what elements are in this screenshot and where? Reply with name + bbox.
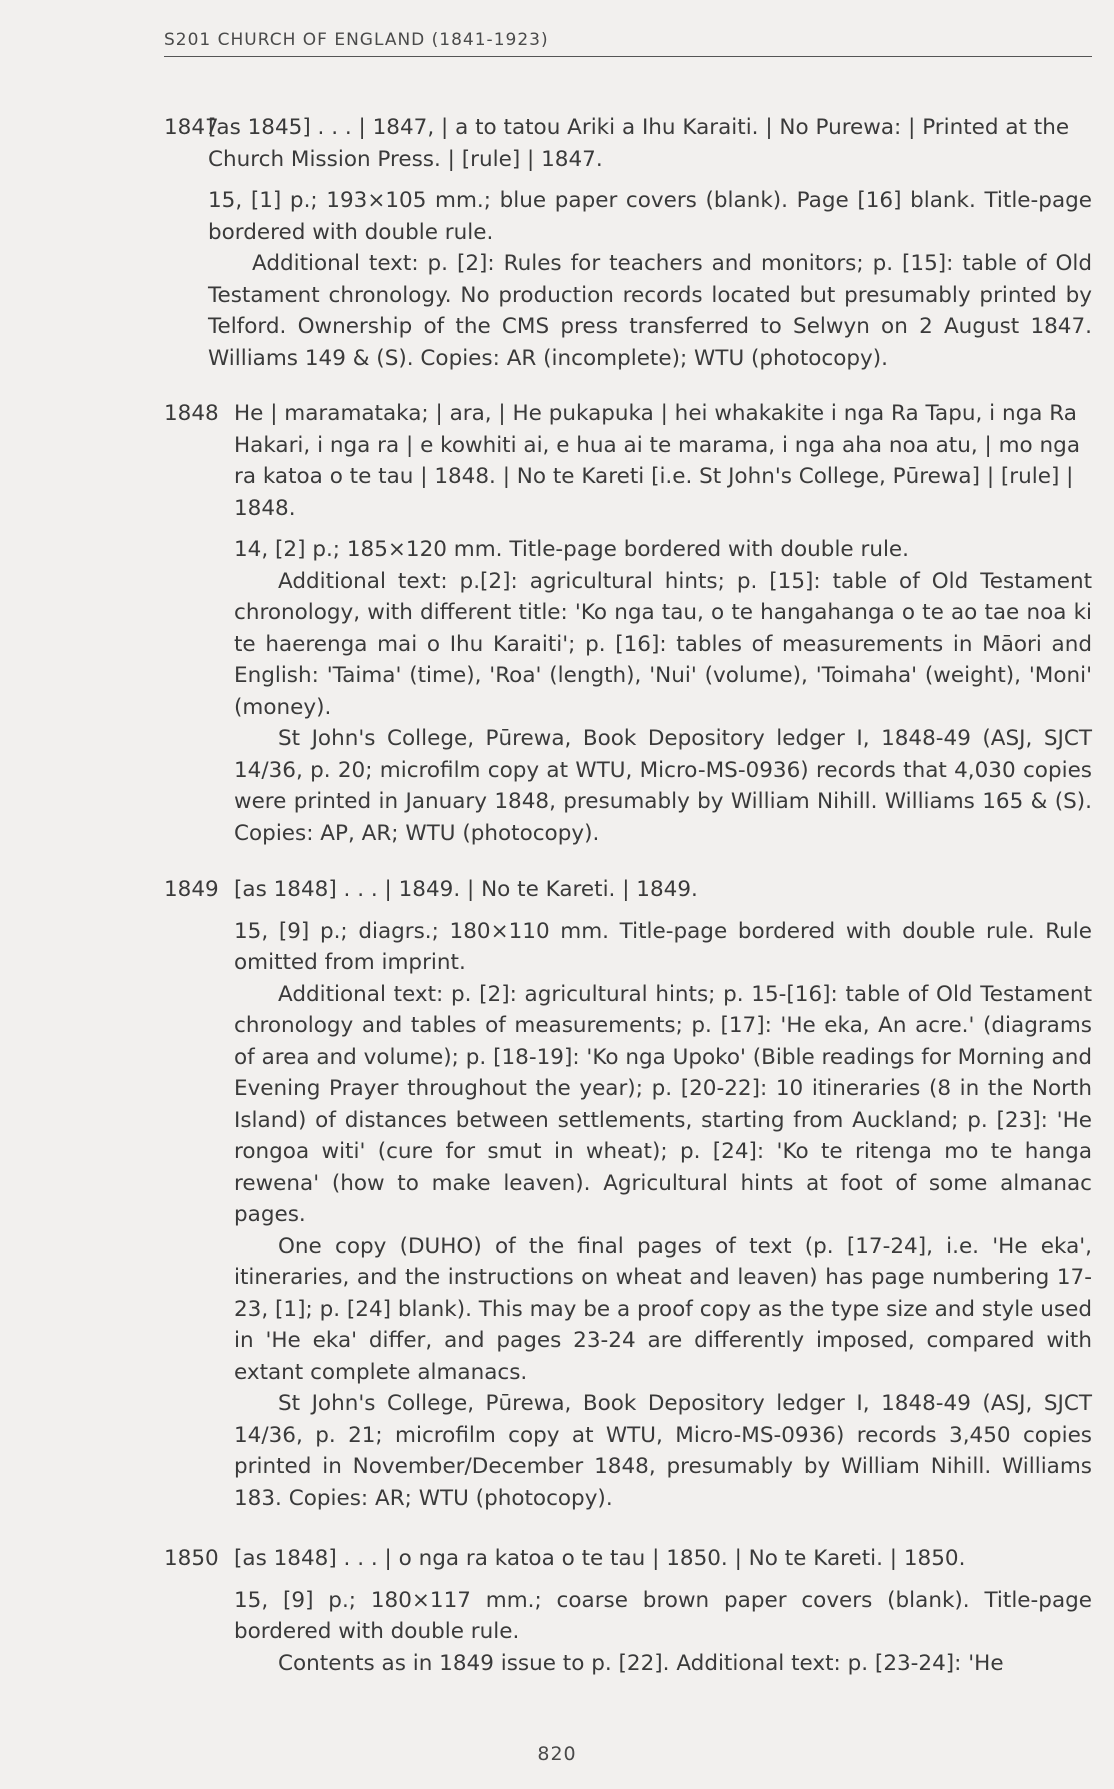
entry-year: 1849 [164, 877, 219, 902]
entry-paragraph: Contents as in 1849 issue to p. [22]. Additional text: p. [23-24]: 'He [278, 1650, 1004, 1676]
entry-year: 1847 [164, 115, 219, 140]
entry-paragraph: St John's College, Pūrewa, Book Depository ledger I, 1848-49 (ASJ, SJCT 14/36, p. 21; microfilm copy at WTU, Micro-MS-0936) records 3,450 copies printed in November/December 1848, presumably by William Nihill. Williams 183. Copies: AR; WTU (photocopy). [234, 1391, 1092, 1511]
entry-notes [234, 916, 1092, 1515]
entry-notes [234, 534, 1092, 849]
entry-paragraph: 15, [1] p.; 193×105 mm.; blue paper covers (blank). Page [16] blank. Title-page bordered with double rule. [208, 188, 1092, 245]
entry-title: [as 1848] . . . | 1849. | No te Kareti. | 1849. [234, 877, 698, 902]
entry-notes [208, 185, 1092, 374]
entry-title: [as 1848] . . . | o nga ra katoa o te tau | 1850. | No te Kareti. | 1850. [234, 1546, 966, 1571]
entry-paragraph: Additional text: p. [2]: Rules for teachers and monitors; p. [15]: table of Old Testament chronology. No production records located but presumably printed by Telford. Ownership of the CMS press transferred to Selwyn on 2 August 1847. Williams 149 & (S). Copies: AR (incomplete); WTU (photocopy). [208, 251, 1092, 371]
entry-1849 [164, 874, 1092, 1514]
entry-paragraph: One copy (DUHO) of the final pages of text (p. [17-24], i.e. 'He eka', itineraries, and the instructions on wheat and leaven) has page numbering 17-23, [1]; p. [24] blank). This may be a proof copy as the type size and style used in 'He eka' differ, and pages 23-24 are differently imposed, compared with extant complete almanacs. [234, 1233, 1092, 1385]
entry-paragraph: Additional text: p. [2]: agricultural hints; p. 15-[16]: table of Old Testament chronology and tables of measurements; p. [17]: 'He eka, An acre.' (diagrams of area and volume); p. [18-19]: 'Ko nga Upoko' (Bible readings for Morning and Evening Prayer throughout the year); p. [20-22]: 10 itineraries (8 in the North Island) of distances between settlements, starting from Auckland; p. [23]: 'He rongoa witi' (cure for smut in wheat); p. [24]: 'Ko te ritenga mo te hanga rewena' (how to make leaven). Agricultural hints at foot of some almanac pages. [234, 981, 1092, 1227]
entry-1848 [164, 398, 1092, 849]
page-number: 820 [537, 1743, 577, 1765]
entry-paragraph: Additional text: p.[2]: agricultural hints; p. [15]: table of Old Testament chronology, with different title: 'Ko nga tau, o te hangahanga o te ao tae noa ki te haerenga mai o Ihu Karaiti'; p. [16]: tables of measurements in Māori and English: 'Taima' (time), 'Roa' (length), 'Nui' (volume), 'Toimaha' (weight), 'Moni' (money). [234, 568, 1092, 720]
entry-title: [as 1845] . . . | 1847, | a to tatou Ariki a Ihu Karaiti. | No Purewa: | Printed at the Church Mission Press. | [rule] | 1847. [208, 115, 1070, 172]
entry-year: 1850 [164, 1546, 219, 1571]
entry-title: He | maramataka; | ara, | He pukapuka | hei whakakite i nga Ra Tapu, i nga Ra Hakari, i nga ra | e kowhiti ai, e hua ai te marama, i nga aha noa atu, | mo nga ra katoa o te tau | 1848. | No te Kareti [i.e. St John's College, Pūrewa] | [rule] | 1848. [234, 401, 1080, 521]
entry-paragraph: St John's College, Pūrewa, Book Depository ledger I, 1848-49 (ASJ, SJCT 14/36, p. 20; microfilm copy at WTU, Micro-MS-0936) records that 4,030 copies were printed in January 1848, presumably by William Nihill. Williams 165 & (S). Copies: AP, AR; WTU (photocopy). [234, 726, 1092, 846]
entry-paragraph: 14, [2] p.; 185×120 mm. Title-page bordered with double rule. [234, 537, 909, 562]
entry-year: 1848 [164, 401, 219, 426]
entry-1847 [164, 112, 1092, 374]
entry-1850 [164, 1543, 1092, 1679]
entry-paragraph: 15, [9] p.; diagrs.; 180×110 mm. Title-page bordered with double rule. Rule omitted from imprint. [234, 918, 1092, 975]
running-header: S201 CHURCH OF ENGLAND (1841-1923) [164, 30, 1092, 57]
entry-paragraph: 15, [9] p.; 180×117 mm.; coarse brown paper covers (blank). Title-page bordered with double rule. [234, 1587, 1092, 1644]
entry-notes [234, 1585, 1092, 1680]
